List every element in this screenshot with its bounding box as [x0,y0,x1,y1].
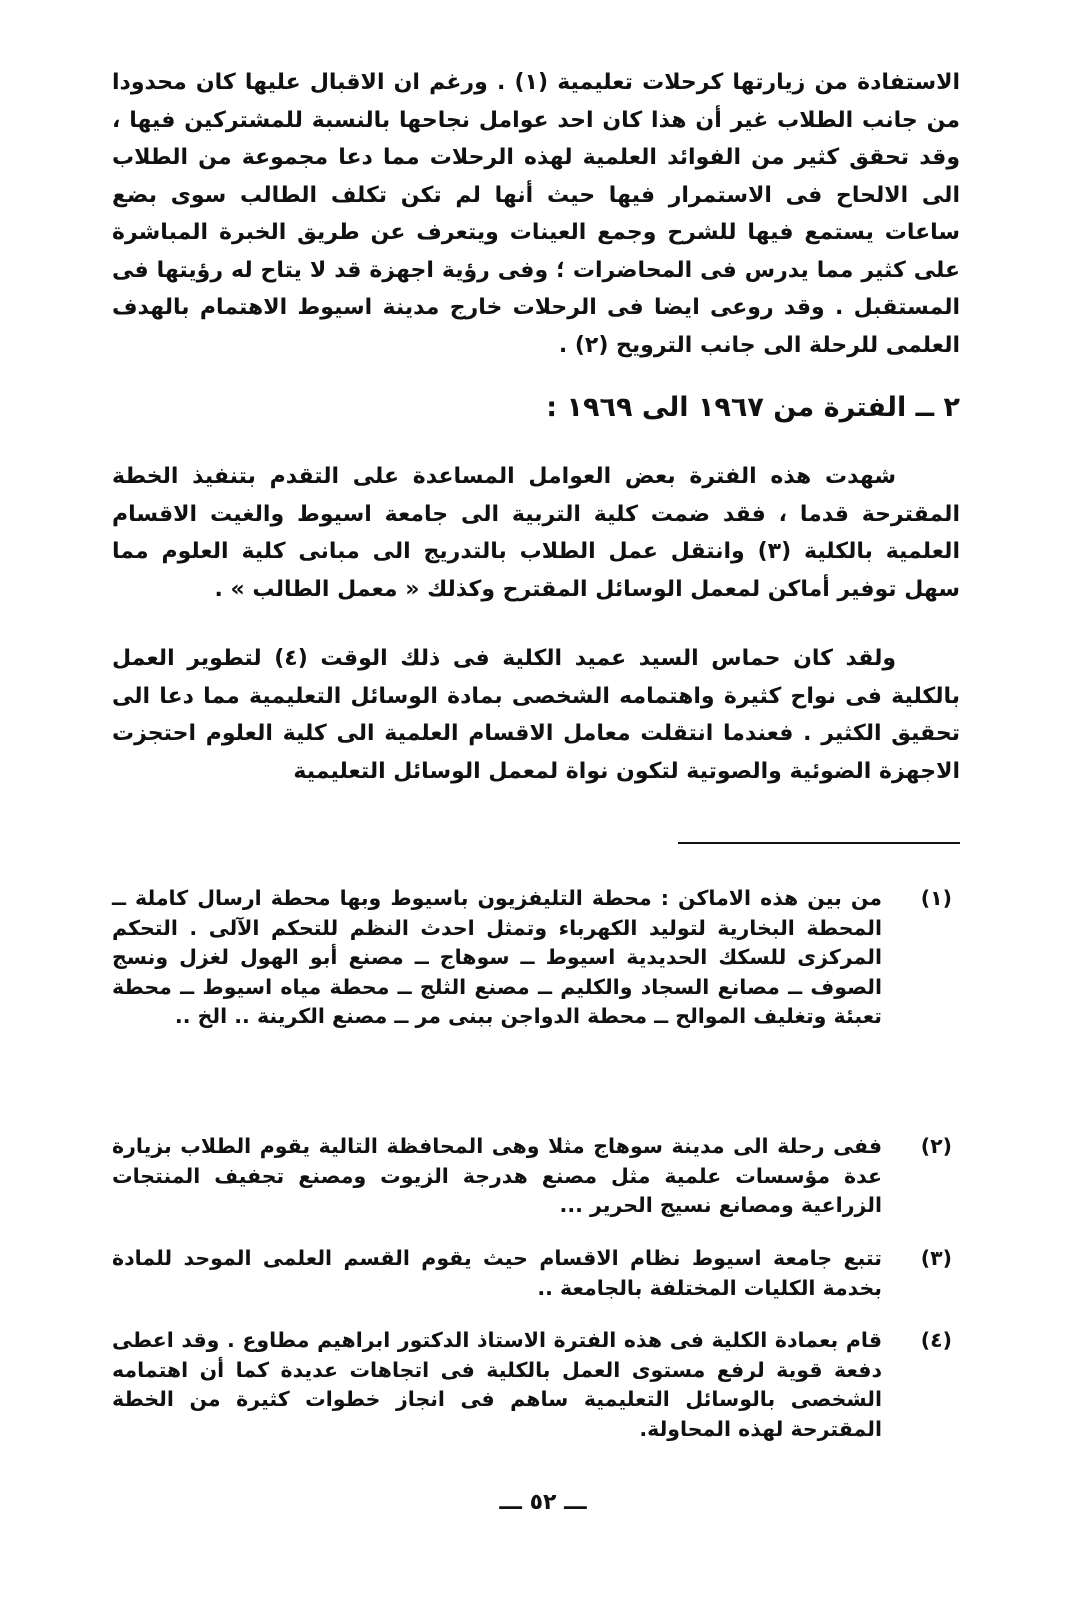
footnote-text: تتبع جامعة اسيوط نظام الاقسام حيث يقوم القسم العلمى الموحد للمادة بخدمة الكليات المختلفة بالجامعة .. [112,1246,882,1300]
footnote-1 [112,884,952,1032]
footnote-mark: (١) [920,886,952,910]
footnote-mark: (٤) [920,1328,952,1352]
body-paragraph-1: الاستفادة من زيارتها كرحلات تعليمية (١) . ورغم ان الاقبال عليها كان محدودا من جانب الطلاب غير أن هذا كان احد عوامل نجاحها بالنسبة للمشتركين فيها ، وقد تحقق كثير من الفوائد العلمية لهذه الرحلات مما دعا مجموعة من الطلاب الى الالحاح فى الاستمرار فيها حيث أنها لم تكن تكلف الطالب سوى بضع ساعات يستمع فيها للشرح وجمع العينات ويتعرف عن طريق الخبرة المباشرة على كثير مما يدرس فى المحاضرات ؛ وفى رؤية اجهزة قد لا يتاح له رؤيتها فى المستقبل . وقد روعى ايضا فى الرحلات خارج مدينة اسيوط الاهتمام بالهدف العلمى للرحلة الى جانب الترويح (٢) . [112,70,961,358]
footnote-4 [112,1326,952,1444]
footnote-mark: (٣) [920,1246,952,1270]
footnote-separator [678,842,960,844]
section-heading: ٢ ــ الفترة من ١٩٦٧ الى ١٩٦٩ : [546,392,960,423]
footnote-3 [112,1244,952,1303]
footnote-2 [112,1132,952,1221]
body-paragraph-2: شهدت هذه الفترة بعض العوامل المساعدة على التقدم بتنفيذ الخطة المقترحة قدما ، فقد ضمت كلية التربية الى جامعة اسيوط والغيت الاقسام العلمية بالكلية (٣) وانتقل عمل الطلاب بالتدريج الى مبانى كلية العلوم مما سهل توفير أماكن لمعمل الوسائل المقترح وكذلك « معمل الطالب » . [112,464,960,602]
footnote-text: من بين هذه الاماكن : محطة التليفزيون باسيوط وبها محطة ارسال كاملة ــ المحطة البخارية لتوليد الكهرباء وتمثل احدث النظم للتحكم الآلى . التحكم المركزى للسكك الحديدية اسيوط ــ سوهاج ــ مصنع أبو الهول لغزل ونسج الصوف ــ مصانع السجاد والكليم ــ مصنع الثلج ــ محطة مياه اسيوط ــ محطة تعبئة وتغليف الموالح ــ محطة الدواجن ببنى مر ــ مصنع الكرينة .. الخ .. [112,886,882,1028]
footnote-text: ففى رحلة الى مدينة سوهاج مثلا وهى المحافظة التالية يقوم الطلاب بزيارة عدة مؤسسات علمية مثل مصنع هدرجة الزيوت ومصنع تجفيف المنتجات الزراعية ومصانع نسيج الحرير ... [112,1134,882,1217]
page-number: ـــ ٥٢ ـــ [499,1490,587,1515]
body-paragraph-3: ولقد كان حماس السيد عميد الكلية فى ذلك الوقت (٤) لتطوير العمل بالكلية فى نواح كثيرة واهتمامه الشخصى بمادة الوسائل التعليمية مما دعا الى تحقيق الكثير . فعندما انتقلت معامل الاقسام العلمية الى كلية العلوم احتجزت الاجهزة الضوئية والصوتية لتكون نواة لمعمل الوسائل التعليمية [112,646,960,784]
footnote-text: قام بعمادة الكلية فى هذه الفترة الاستاذ الدكتور ابراهيم مطاوع . وقد اعطى دفعة قوية لرفع مستوى العمل بالكلية فى اتجاهات عديدة كما أن اهتمامه الشخصى بالوسائل التعليمية ساهم فى انجاز خطوات كثيرة من الخطة المقترحة لهذه المحاولة. [112,1328,882,1441]
footnote-mark: (٢) [920,1134,952,1158]
